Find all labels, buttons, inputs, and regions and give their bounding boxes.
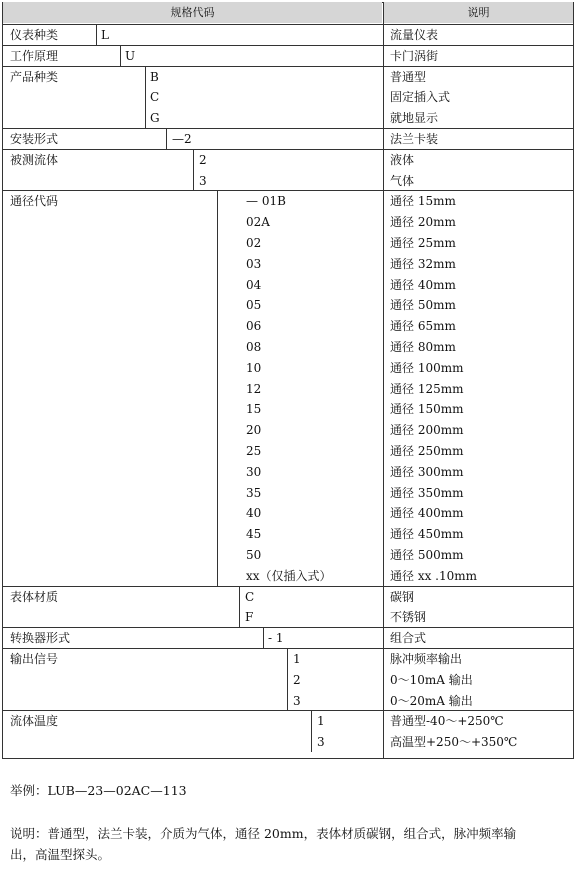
spec-description: 通径 250mm bbox=[390, 444, 464, 458]
spec-code: 08 bbox=[246, 340, 262, 354]
section-divider bbox=[3, 149, 573, 150]
spec-description: 高温型+250～+350℃ bbox=[390, 735, 518, 750]
spec-description: 固定插入式 bbox=[390, 90, 451, 105]
spec-code: 40 bbox=[246, 506, 262, 521]
section-code-divider bbox=[287, 648, 288, 710]
header-description-column: 说明 bbox=[467, 6, 490, 19]
section-label: 转换器形式 bbox=[10, 631, 71, 646]
spec-description: 通径 50mm bbox=[390, 298, 456, 313]
spec-code: L bbox=[101, 28, 109, 42]
spec-code: 05 bbox=[246, 298, 262, 313]
spec-description: 通径 350mm bbox=[390, 485, 464, 500]
spec-table bbox=[2, 2, 574, 759]
section-code-divider bbox=[193, 149, 194, 191]
spec-code: F bbox=[245, 610, 254, 625]
section-label: 输出信号 bbox=[10, 652, 59, 666]
section-code-divider bbox=[311, 710, 312, 752]
header-code-column: 规格代码 bbox=[170, 6, 215, 19]
spec-code: 3 bbox=[293, 693, 301, 708]
spec-description: 通径 32mm bbox=[390, 256, 456, 271]
spec-description: 碳钢 bbox=[390, 589, 415, 604]
spec-description: 通径 125mm bbox=[390, 381, 464, 396]
spec-description: 通径 100mm bbox=[390, 360, 464, 375]
spec-code: 25 bbox=[246, 444, 262, 458]
spec-code: — 01B bbox=[246, 194, 286, 209]
spec-code: 35 bbox=[246, 485, 262, 500]
section-divider bbox=[3, 648, 573, 649]
spec-description: 通径 xx .10mm bbox=[390, 568, 478, 583]
spec-code: C bbox=[245, 589, 255, 604]
spec-code: 20 bbox=[246, 423, 262, 438]
spec-code: 12 bbox=[246, 381, 262, 396]
spec-description: 就地显示 bbox=[390, 111, 439, 126]
spec-description: 通径 20mm bbox=[390, 215, 456, 230]
section-code-divider bbox=[145, 66, 146, 128]
spec-description: 通径 150mm bbox=[390, 402, 464, 417]
spec-description: 卡门涡街 bbox=[390, 48, 439, 63]
spec-code: U bbox=[125, 48, 136, 63]
section-label: 表体材质 bbox=[10, 589, 59, 604]
example-text: 举例：LUB—23—02AC—113 bbox=[10, 783, 187, 798]
spec-code: 15 bbox=[246, 402, 262, 417]
spec-description: 法兰卡装 bbox=[390, 132, 439, 146]
section-divider bbox=[3, 45, 573, 46]
spec-code: 10 bbox=[246, 360, 262, 375]
spec-description: 普通型-40～+250℃ bbox=[390, 714, 504, 729]
note-line-1: 说明：普通型，法兰卡装，介质为气体，通径 20mm，表体材质碳钢，组合式，脉冲频率输 bbox=[10, 826, 517, 841]
section-code-divider bbox=[120, 45, 121, 66]
spec-code: 30 bbox=[246, 464, 262, 479]
spec-code: 1 bbox=[317, 714, 325, 729]
spec-code: - 1 bbox=[268, 631, 284, 646]
spec-code: B bbox=[150, 69, 159, 84]
spec-description: 通径 80mm bbox=[390, 340, 456, 354]
section-label: 通径代码 bbox=[10, 194, 59, 209]
spec-code: 2 bbox=[199, 152, 207, 167]
spec-description: 不锈钢 bbox=[390, 610, 427, 625]
spec-code: 04 bbox=[246, 277, 262, 292]
spec-code: 06 bbox=[246, 319, 262, 334]
spec-code: —2 bbox=[172, 132, 192, 146]
section-code-divider bbox=[263, 627, 264, 648]
section-code-divider bbox=[96, 24, 97, 45]
spec-description: 通径 25mm bbox=[390, 236, 456, 250]
spec-code: xx（仅插入式） bbox=[246, 568, 332, 583]
section-divider bbox=[3, 190, 573, 191]
section-label: 流体温度 bbox=[10, 714, 59, 729]
section-divider bbox=[3, 710, 573, 711]
section-divider bbox=[3, 586, 573, 587]
section-divider bbox=[3, 66, 573, 67]
spec-code: 3 bbox=[317, 735, 325, 750]
note-line-2: 出，高温型探头。 bbox=[10, 847, 111, 862]
section-divider bbox=[3, 627, 573, 628]
spec-description: 通径 450mm bbox=[390, 527, 464, 542]
spec-description: 通径 400mm bbox=[390, 506, 464, 521]
header-divider bbox=[3, 24, 573, 25]
spec-description: 液体 bbox=[390, 152, 415, 167]
section-label: 被测流体 bbox=[10, 152, 59, 167]
spec-description: 流量仪表 bbox=[390, 28, 439, 42]
section-label: 安装形式 bbox=[10, 132, 59, 146]
spec-description: 通径 300mm bbox=[390, 464, 464, 479]
spec-description: 通径 65mm bbox=[390, 319, 456, 334]
section-code-divider bbox=[217, 190, 218, 585]
spec-description: 普通型 bbox=[390, 69, 427, 84]
section-code-divider bbox=[239, 586, 240, 628]
spec-description: 0～10mA 输出 bbox=[390, 672, 473, 687]
spec-description: 0～20mA 输出 bbox=[390, 693, 473, 708]
spec-code: 50 bbox=[246, 548, 262, 562]
spec-description: 通径 500mm bbox=[390, 548, 464, 562]
section-divider bbox=[3, 128, 573, 129]
spec-description: 组合式 bbox=[390, 631, 427, 646]
spec-description: 脉冲频率输出 bbox=[390, 652, 463, 666]
spec-code: 02 bbox=[246, 236, 262, 250]
section-label: 产品种类 bbox=[10, 69, 59, 84]
spec-code: 2 bbox=[293, 672, 301, 687]
spec-description: 通径 200mm bbox=[390, 423, 464, 438]
spec-code: 02A bbox=[246, 215, 270, 230]
spec-code: C bbox=[150, 90, 160, 105]
spec-code: 1 bbox=[293, 652, 301, 666]
section-label: 仪表种类 bbox=[10, 28, 59, 42]
spec-description: 气体 bbox=[390, 173, 415, 188]
spec-code: 3 bbox=[199, 173, 207, 188]
description-column-divider bbox=[383, 2, 384, 758]
spec-code: G bbox=[150, 111, 160, 126]
spec-description: 通径 15mm bbox=[390, 194, 456, 209]
section-label: 工作原理 bbox=[10, 48, 59, 63]
spec-code: 45 bbox=[246, 527, 262, 542]
spec-code: 03 bbox=[246, 256, 262, 271]
section-code-divider bbox=[166, 128, 167, 149]
spec-description: 通径 40mm bbox=[390, 277, 456, 292]
